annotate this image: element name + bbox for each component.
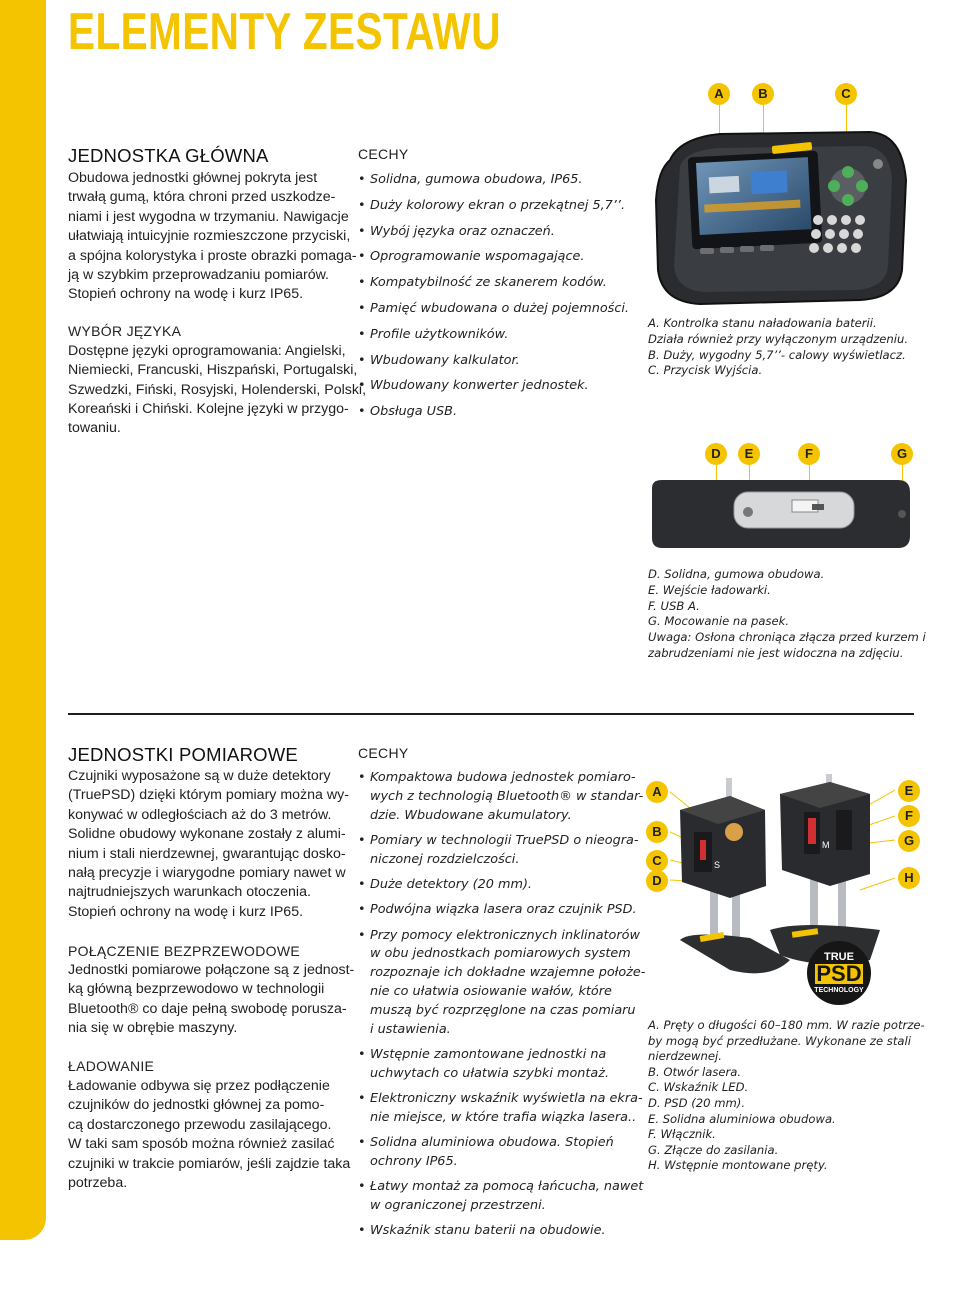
badge-line2: PSD: [816, 961, 862, 986]
marker-e: E: [898, 780, 920, 802]
feature-item: • Wskaźnik stanu baterii na obudowie.: [358, 1222, 645, 1241]
feature-item: • Kompaktowa budowa jednostek pomiaro- wych z technologią Bluetooth® w standar- dzie. Wbudowane akumulatory.: [358, 769, 645, 825]
feature-item: • Przy pomocy elektronicznych inklinatorów w obu jednostkach pomiarowych system rozpoznaje ich dokładne wzajemne położe- nie co ułatwia osiowanie wałów, które muszą być rozprzęglone na czas pomiaru i ustawienia.: [358, 927, 645, 1040]
section-divider: [68, 713, 914, 715]
feature-item: • Wbudowany konwerter jednostek.: [358, 377, 629, 403]
wireless-heading: POŁĄCZENIE BEZPRZEWODOWE: [68, 943, 300, 959]
wireless-text: Jednostki pomiarowe połączone są z jednost- ką główną bezprzewodowo w technologii Bluetooth® co daje pełną swobodę porusza- nia się w obrębie maszyny.: [68, 962, 355, 1037]
feature-item: • Pomiary w technologii TruePSD o nieogra- niczonej rozdzielczości.: [358, 832, 645, 870]
marker-b: B: [752, 83, 774, 105]
feature-item: • Solidna aluminiowa obudowa. Stopień ochrony IP65.: [358, 1134, 645, 1172]
measuring-units-features-heading: CECHY: [358, 745, 409, 761]
feature-item: • Wbudowany kalkulator.: [358, 352, 629, 378]
marker-e: E: [738, 443, 760, 465]
true-psd-badge: [807, 941, 871, 1005]
feature-item: • Duże detektory (20 mm).: [358, 876, 645, 895]
marker-c: C: [646, 850, 668, 872]
measuring-units-title: JEDNOSTKI POMIAROWE: [68, 744, 298, 765]
feature-item: • Duży kolorowy ekran o przekątnej 5,7’’.: [358, 197, 629, 223]
main-unit-title: JEDNOSTKA GŁÓWNA: [68, 145, 269, 166]
measuring-units-intro: Czujniki wyposażone są w duże detektory (TruePSD) dzięki którym pomiary można wy- konywać w odległościach aż do 3 metrów. Solidne obudowy wykonane zostały z alumi- nium i stali nierdzewnej, gwarantując dosko- nałą precyzje i wiarygodne pomiary nawet w najtrudniejszych warunkach otoczenia. Stopień ochrony na wodę i kurz IP65.: [68, 768, 349, 920]
main-unit-features-list: [358, 171, 629, 429]
marker-f: F: [898, 805, 920, 827]
side-accent-bar: [0, 0, 46, 1240]
unit-m-label: M: [822, 840, 830, 850]
marker-a: A: [646, 781, 668, 803]
marker-g: G: [898, 830, 920, 852]
page-title: ELEMENTY ZESTAWU: [68, 3, 501, 61]
feature-item: • Wybój języka oraz oznaczeń.: [358, 223, 629, 249]
badge-line3: TECHNOLOGY: [814, 987, 864, 994]
marker-d: D: [705, 443, 727, 465]
main-unit-device-image: [640, 120, 910, 310]
main-unit-features-heading: CECHY: [358, 146, 409, 162]
marker-b: B: [646, 821, 668, 843]
feature-item: • Kompatybilność ze skanerem kodów.: [358, 274, 629, 300]
charging-text: Ładowanie odbywa się przez podłączenie czujników do jednostki głównej za pomo- cą dostarczonego przewodu zasilającego. W taki sam sposób można również zasilać czujniki w trakcie pomiarów, jeśli zajdzie taka potrzeba.: [68, 1078, 351, 1192]
feature-item: • Podwójna wiązka lasera oraz czujnik PSD.: [358, 901, 645, 920]
feature-item: • Pamięć wbudowana o dużej pojemności.: [358, 300, 629, 326]
marker-g: G: [891, 443, 913, 465]
charging-heading: ŁADOWANIE: [68, 1058, 155, 1074]
unit-s-label: S: [714, 860, 721, 870]
main-unit-side-caption: D. Solidna, gumowa obudowa. E. Wejście ładowarki. F. USB A. G. Mocowanie na pasek. Uwaga: Osłona chroniąca złącza przed kurzem i zabrudzeniami nie jest widoczna na zdjęciu.: [648, 567, 926, 660]
main-unit-top-caption: A. Kontrolka stanu naładowania baterii. Działa również przy wyłączonym urządzeniu. B. Duży, wygodny 5,7’’- calowy wyświetlacz. C. Przycisk Wyjścia.: [648, 316, 909, 378]
marker-c: C: [835, 83, 857, 105]
feature-item: • Oprogramowanie wspomagające.: [358, 248, 629, 274]
main-unit-side-image: [648, 478, 914, 550]
language-heading: WYBÓR JĘZYKA: [68, 323, 182, 339]
badge-line1: TRUE: [824, 951, 854, 963]
marker-h: H: [898, 867, 920, 889]
feature-item: • Solidna, gumowa obudowa, IP65.: [358, 171, 629, 197]
feature-item: • Elektroniczny wskaźnik wyświetla na ekra- nie miejsce, w które trafia wiązka lasera..: [358, 1090, 645, 1128]
measuring-units-features-list: [358, 769, 645, 1248]
feature-item: • Łatwy montaż za pomocą łańcucha, nawet w ograniczonej przestrzeni.: [358, 1178, 645, 1216]
language-text: Dostępne języki oprogramowania: Angielski, Niemiecki, Francuski, Hiszpański, Portugalski, Szwedzki, Fiński, Rosyjski, Holenderski, Polski, Koreański i Chiński. Kolejne języki w przygo- towaniu.: [68, 343, 367, 437]
marker-a: A: [708, 83, 730, 105]
marker-f: F: [798, 443, 820, 465]
main-unit-intro: Obudowa jednostki głównej pokryta jest trwałą gumą, która chroni przed uszkodze- niami i jest wygodna w trzymaniu. Nawigacje ułatwiają intuicyjnie rozmieszczone przyciski, a spójna kolorystyka i proste obrazki pomaga- ją w szybkim przeprowadzaniu pomiarów. Stopień ochrony na wodę i kurz IP65.: [68, 170, 357, 303]
feature-item: • Profile użytkowników.: [358, 326, 629, 352]
feature-item: • Wstępnie zamontowane jednostki na uchwytach co ułatwia szybki montaż.: [358, 1046, 645, 1084]
marker-d: D: [646, 870, 668, 892]
feature-item: • Obsługa USB.: [358, 403, 629, 429]
measuring-units-caption: A. Pręty o długości 60–180 mm. W razie potrze- by mogą być przedłużane. Wykonane ze stali nierdzewnej. B. Otwór lasera. C. Wskaźnik LED. D. PSD (20 mm). E. Solidna aluminiowa obudowa. F. Włącznik. G. Złącze do zasilania. H. Wstępnie montowane pręty.: [648, 1018, 925, 1173]
